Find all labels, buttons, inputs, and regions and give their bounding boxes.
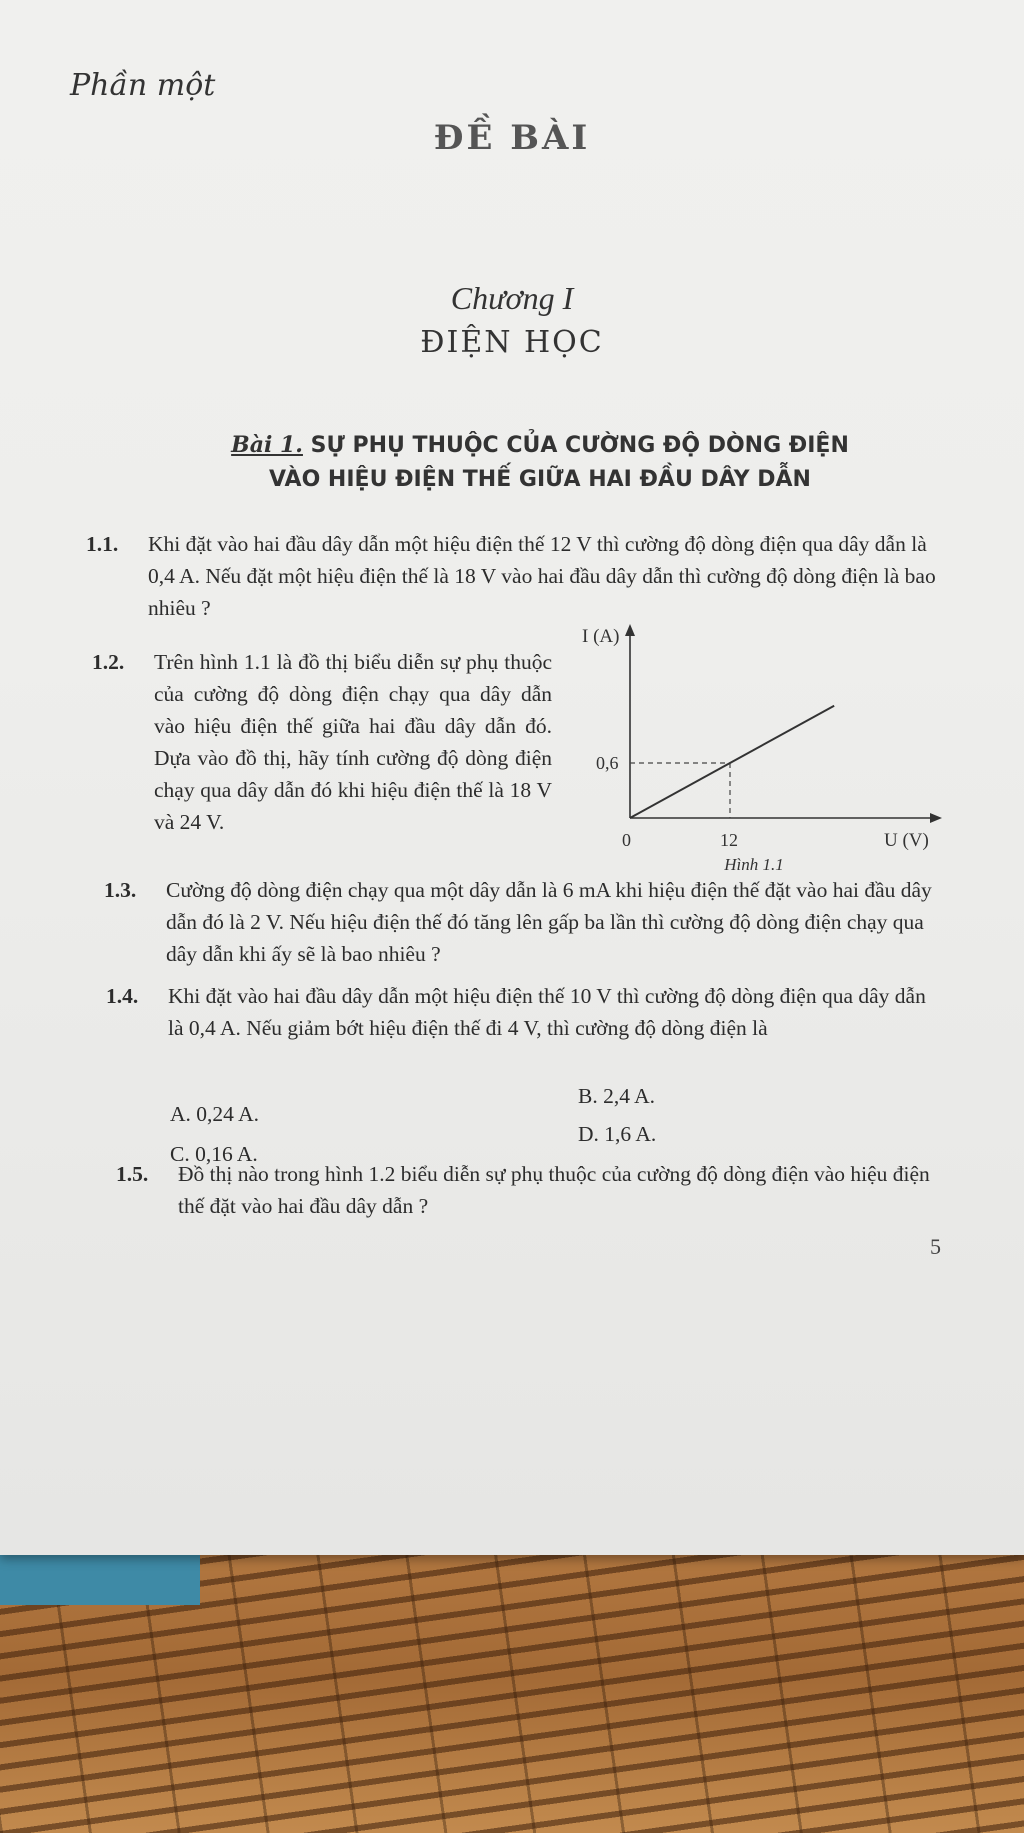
option-d: D. 1,6 A. xyxy=(578,1122,657,1146)
x-axis-arrow xyxy=(930,813,942,823)
problem-text: Trên hình 1.1 là đồ thị biểu diễn sự phụ thuộc của cường độ dòng điện chạy qua dây dẫn vào hiệu điện thế giữa hai đầu dây dẫn đó. Dựa vào đồ thị, hãy tính cường độ dòng điện chạy qua dây dẫn đó khi hiệu điện thế là 18 V và 24 V. xyxy=(154,650,552,834)
problem-number: 1.2. xyxy=(92,650,125,674)
chapter-title: ĐIỆN HỌC xyxy=(420,325,604,360)
part-label: Phần một xyxy=(70,68,216,103)
lesson-prefix: Bài 1. xyxy=(231,432,303,458)
y-tick-label: 0,6 xyxy=(596,753,619,773)
origin-label: 0 xyxy=(622,830,631,850)
y-axis-label: I (A) xyxy=(582,626,620,647)
lesson-title-text1: SỰ PHỤ THUỘC CỦA CƯỜNG ĐỘ DÒNG ĐIỆN xyxy=(302,433,849,458)
problem-1-1 xyxy=(86,528,946,624)
option-a: A. 0,24 A. xyxy=(170,1102,259,1126)
lesson-title-line2: VÀO HIỆU ĐIỆN THẾ GIỮA HAI ĐẦU DÂY DẪN xyxy=(269,467,811,492)
problem-1-4 xyxy=(106,980,946,1044)
x-tick-label: 12 xyxy=(720,830,738,850)
option-c: C. 0,16 A. xyxy=(170,1142,258,1166)
series-line xyxy=(630,706,834,818)
page-number: 5 xyxy=(930,1234,941,1259)
chapter-label: Chương I xyxy=(450,280,574,316)
figure-1-1-graph xyxy=(578,620,948,870)
problem-text: Khi đặt vào hai đầu dây dẫn một hiệu điện thế 10 V thì cường độ dòng điện qua dây dẫn là 0,4 A. Nếu giảm bớt hiệu điện thế đi 4 V, thì cường độ dòng điện là xyxy=(168,984,926,1040)
problem-number: 1.1. xyxy=(86,532,119,556)
y-axis-arrow xyxy=(625,624,635,636)
graph-axes xyxy=(625,624,942,823)
problem-number: 1.5. xyxy=(116,1162,149,1186)
lesson-title-line1 xyxy=(150,428,930,463)
problem-text: Đồ thị nào trong hình 1.2 biểu diễn sự phụ thuộc của cường độ dòng điện vào hiệu điện thế đặt vào hai đầu dây dẫn ? xyxy=(178,1162,930,1218)
problem-text: Cường độ dòng điện chạy qua một dây dẫn là 6 mA khi hiệu điện thế đặt vào hai đầu dây dẫn đó là 2 V. Nếu hiệu điện thế đó tăng lên gấp ba lần thì cường độ dòng điện chạy qua dây dẫn khi ấy sẽ là bao nhiêu ? xyxy=(166,878,932,966)
lesson-title xyxy=(150,428,930,497)
section-title: ĐỀ BÀI xyxy=(433,118,591,158)
problem-1-5 xyxy=(116,1158,946,1222)
figure-caption: Hình 1.1 xyxy=(724,855,784,870)
problem-number: 1.3. xyxy=(104,878,137,902)
problem-1-2 xyxy=(92,646,552,838)
problem-1-3 xyxy=(104,874,946,970)
problem-text: Khi đặt vào hai đầu dây dẫn một hiệu điện thế 12 V thì cường độ dòng điện qua dây dẫn là 0,4 A. Nếu đặt một hiệu điện thế là 18 V vào hai đầu dây dẫn thì cường độ dòng điện là bao nhiêu ? xyxy=(148,532,936,620)
problem-number: 1.4. xyxy=(106,984,139,1008)
option-b: B. 2,4 A. xyxy=(578,1084,656,1108)
x-axis-label: U (V) xyxy=(884,830,929,851)
